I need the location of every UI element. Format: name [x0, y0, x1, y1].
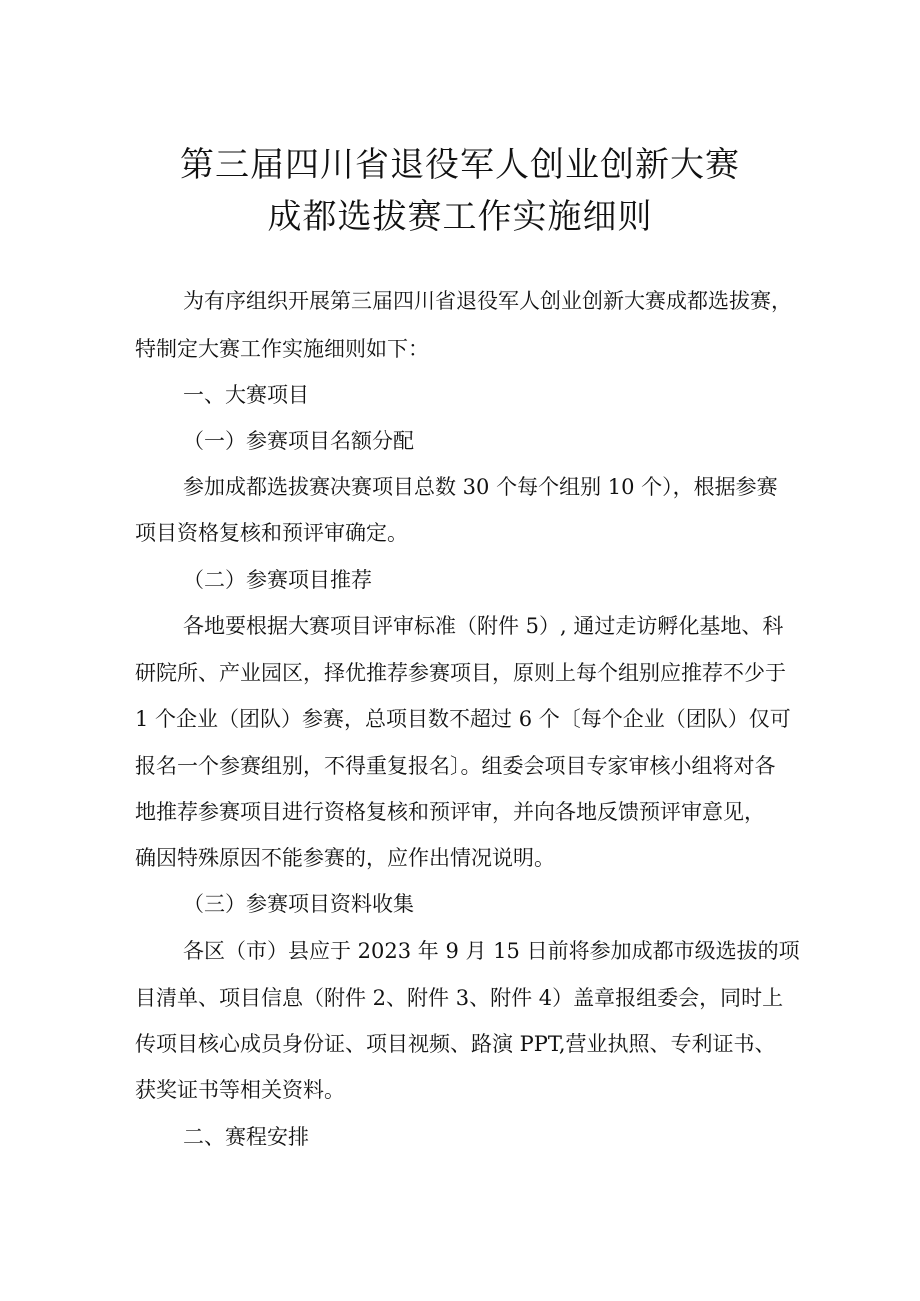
paragraph-2-line-5: 地推荐参赛项目进行资格复核和预评审，并向各地反馈预评审意见，: [135, 800, 765, 824]
paragraph-3-line-3: 传项目核心成员身份证、项目视频、路演 PPT,营业执照、专利证书、: [135, 1032, 776, 1056]
paragraph-3-line-4: 获奖证书等相关资料。: [135, 1078, 345, 1102]
intro-paragraph-line-2: 特制定大赛工作实施细则如下：: [135, 337, 429, 361]
paragraph-2-line-4: 报名一个参赛组别，不得重复报名〕。组委会项目专家审核小组将对各: [135, 754, 776, 778]
document-title-line-1: 第三届四川省退役军人创业创新大赛: [180, 145, 740, 185]
paragraph-3-line-1: 各区（市）县应于 2023 年 9 月 15 日前将参加成都市级选拔的项: [183, 939, 800, 963]
paragraph-1-line-2: 项目资格复核和预评审确定。: [135, 521, 408, 545]
paragraph-1-line-1: 参加成都选拔赛决赛项目总数 30 个每个组别 10 个），根据参赛: [183, 475, 778, 499]
subsection-heading-2: （二）参赛项目推荐: [183, 568, 372, 592]
section-heading-2: 二、赛程安排: [183, 1125, 309, 1149]
section-heading-1: 一、大赛项目: [183, 383, 309, 407]
intro-paragraph-line-1: 为有序组织开展第三届四川省退役军人创业创新大赛成都选拔赛，: [183, 289, 792, 313]
paragraph-2-line-6: 确因特殊原因不能参赛的，应作出情况说明。: [135, 846, 555, 870]
paragraph-2-line-3: 1 个企业（团队）参赛，总项目数不超过 6 个〔每个企业（团队）仅可: [135, 707, 791, 731]
paragraph-3-line-2: 目清单、项目信息（附件 2、附件 3、附件 4）盖章报组委会，同时上: [135, 986, 784, 1010]
paragraph-2-line-2: 研院所、产业园区，择优推荐参赛项目，原则上每个组别应推荐不少于: [135, 661, 786, 685]
document-title-line-2: 成都选拔赛工作实施细则: [267, 197, 653, 237]
subsection-heading-3: （三）参赛项目资料收集: [183, 892, 414, 916]
subsection-heading-1: （一）参赛项目名额分配: [183, 429, 414, 453]
paragraph-2-line-1: 各地要根据大赛项目评审标准（附件 5）, 通过走访孵化基地、科: [183, 614, 784, 638]
